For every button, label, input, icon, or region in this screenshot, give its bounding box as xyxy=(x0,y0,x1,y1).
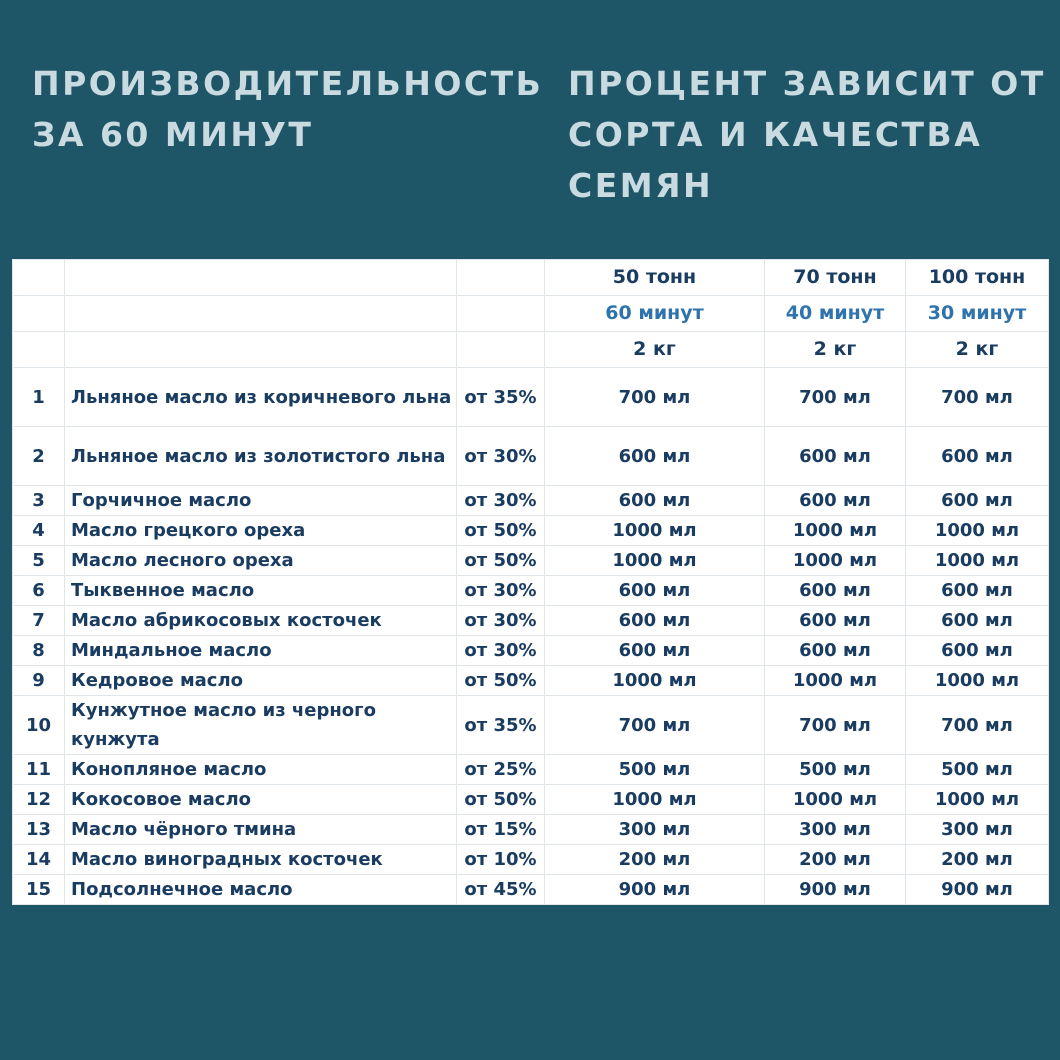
yield-100t: 600 мл xyxy=(906,576,1049,606)
row-number: 15 xyxy=(13,875,65,905)
table-row xyxy=(13,815,1049,845)
table-row xyxy=(13,546,1049,576)
row-number: 12 xyxy=(13,785,65,815)
yield-50t: 500 мл xyxy=(545,755,765,785)
col-tonnage: 100 тонн xyxy=(906,260,1049,296)
oil-percent: от 10% xyxy=(457,845,545,875)
yield-50t: 1000 мл xyxy=(545,516,765,546)
table-row xyxy=(13,486,1049,516)
yield-70t: 600 мл xyxy=(765,606,906,636)
oil-name: Масло абрикосовых косточек xyxy=(65,606,457,636)
yield-100t: 1000 мл xyxy=(906,666,1049,696)
oil-name: Масло виноградных косточек xyxy=(65,845,457,875)
table-row xyxy=(13,576,1049,606)
yield-50t: 600 мл xyxy=(545,606,765,636)
oil-percent: от 30% xyxy=(457,606,545,636)
row-number: 6 xyxy=(13,576,65,606)
table-row xyxy=(13,696,1049,755)
row-number: 13 xyxy=(13,815,65,845)
col-weight: 2 кг xyxy=(906,332,1049,368)
yield-70t: 1000 мл xyxy=(765,546,906,576)
yield-100t: 200 мл xyxy=(906,845,1049,875)
col-time: 30 минут xyxy=(906,296,1049,332)
oil-percent: от 50% xyxy=(457,666,545,696)
row-number: 2 xyxy=(13,427,65,486)
table-row xyxy=(13,427,1049,486)
oil-percent: от 50% xyxy=(457,785,545,815)
yield-70t: 600 мл xyxy=(765,427,906,486)
yield-70t: 900 мл xyxy=(765,875,906,905)
oil-name: Льняное масло из золотистого льна xyxy=(65,427,457,486)
oil-percent: от 35% xyxy=(457,696,545,755)
yield-50t: 700 мл xyxy=(545,368,765,427)
oil-name: Конопляное масло xyxy=(65,755,457,785)
yield-70t: 1000 мл xyxy=(765,785,906,815)
table-row xyxy=(13,875,1049,905)
yield-50t: 900 мл xyxy=(545,875,765,905)
col-time: 60 минут xyxy=(545,296,765,332)
yield-100t: 600 мл xyxy=(906,606,1049,636)
oil-name: Масло грецкого ореха xyxy=(65,516,457,546)
row-number: 8 xyxy=(13,636,65,666)
row-number: 14 xyxy=(13,845,65,875)
row-number: 1 xyxy=(13,368,65,427)
yield-50t: 600 мл xyxy=(545,427,765,486)
yield-100t: 700 мл xyxy=(906,696,1049,755)
table-row xyxy=(13,666,1049,696)
table-row xyxy=(13,845,1049,875)
yield-50t: 600 мл xyxy=(545,636,765,666)
col-time: 40 минут xyxy=(765,296,906,332)
table-row xyxy=(13,516,1049,546)
oil-percent: от 35% xyxy=(457,368,545,427)
oil-name: Льняное масло из коричневого льна xyxy=(65,368,457,427)
table-row xyxy=(13,606,1049,636)
yield-70t: 600 мл xyxy=(765,636,906,666)
oil-percent: от 30% xyxy=(457,576,545,606)
yield-50t: 1000 мл xyxy=(545,666,765,696)
yield-100t: 900 мл xyxy=(906,875,1049,905)
yield-70t: 300 мл xyxy=(765,815,906,845)
row-number: 10 xyxy=(13,696,65,755)
oil-name: Кунжутное масло из черного кунжута xyxy=(65,696,457,755)
row-number: 3 xyxy=(13,486,65,516)
yield-50t: 300 мл xyxy=(545,815,765,845)
yield-100t: 700 мл xyxy=(906,368,1049,427)
col-tonnage: 50 тонн xyxy=(545,260,765,296)
oil-percent: от 30% xyxy=(457,427,545,486)
yield-100t: 1000 мл xyxy=(906,785,1049,815)
heading-productivity: ПРОИЗВОДИТЕЛЬНОСТЬ ЗА 60 МИНУТ xyxy=(32,64,544,154)
yield-100t: 600 мл xyxy=(906,636,1049,666)
header-row-time xyxy=(13,296,1049,332)
oil-name: Масло чёрного тмина xyxy=(65,815,457,845)
col-weight: 2 кг xyxy=(765,332,906,368)
row-number: 5 xyxy=(13,546,65,576)
yield-100t: 1000 мл xyxy=(906,516,1049,546)
table-row xyxy=(13,755,1049,785)
header-row-weight xyxy=(13,332,1049,368)
yield-70t: 600 мл xyxy=(765,486,906,516)
oil-name: Подсолнечное масло xyxy=(65,875,457,905)
oil-name: Кокосовое масло xyxy=(65,785,457,815)
oil-name: Масло лесного ореха xyxy=(65,546,457,576)
oil-percent: от 30% xyxy=(457,486,545,516)
col-weight: 2 кг xyxy=(545,332,765,368)
oil-name: Тыквенное масло xyxy=(65,576,457,606)
yield-50t: 700 мл xyxy=(545,696,765,755)
table-row xyxy=(13,368,1049,427)
col-tonnage: 70 тонн xyxy=(765,260,906,296)
yield-50t: 1000 мл xyxy=(545,546,765,576)
yield-100t: 1000 мл xyxy=(906,546,1049,576)
row-number: 4 xyxy=(13,516,65,546)
heading-percent-note: ПРОЦЕНТ ЗАВИСИТ ОТ СОРТА И КАЧЕСТВА СЕМЯН xyxy=(568,64,1046,205)
oil-percent: от 50% xyxy=(457,516,545,546)
yield-50t: 600 мл xyxy=(545,576,765,606)
yield-70t: 700 мл xyxy=(765,368,906,427)
oil-percent: от 50% xyxy=(457,546,545,576)
yield-100t: 600 мл xyxy=(906,486,1049,516)
oil-percent: от 25% xyxy=(457,755,545,785)
row-number: 11 xyxy=(13,755,65,785)
yield-100t: 300 мл xyxy=(906,815,1049,845)
yield-70t: 600 мл xyxy=(765,576,906,606)
yield-70t: 1000 мл xyxy=(765,516,906,546)
table-row xyxy=(13,785,1049,815)
oil-name: Кедровое масло xyxy=(65,666,457,696)
oil-percent: от 15% xyxy=(457,815,545,845)
row-number: 9 xyxy=(13,666,65,696)
table-row xyxy=(13,636,1049,666)
oil-yield-table xyxy=(12,259,1049,905)
yield-100t: 500 мл xyxy=(906,755,1049,785)
yield-70t: 500 мл xyxy=(765,755,906,785)
yield-50t: 1000 мл xyxy=(545,785,765,815)
yield-100t: 600 мл xyxy=(906,427,1049,486)
yield-70t: 200 мл xyxy=(765,845,906,875)
yield-70t: 700 мл xyxy=(765,696,906,755)
yield-50t: 600 мл xyxy=(545,486,765,516)
row-number: 7 xyxy=(13,606,65,636)
oil-name: Горчичное масло xyxy=(65,486,457,516)
header-row-tonnage xyxy=(13,260,1049,296)
oil-percent: от 30% xyxy=(457,636,545,666)
yield-70t: 1000 мл xyxy=(765,666,906,696)
oil-name: Миндальное масло xyxy=(65,636,457,666)
oil-percent: от 45% xyxy=(457,875,545,905)
yield-50t: 200 мл xyxy=(545,845,765,875)
